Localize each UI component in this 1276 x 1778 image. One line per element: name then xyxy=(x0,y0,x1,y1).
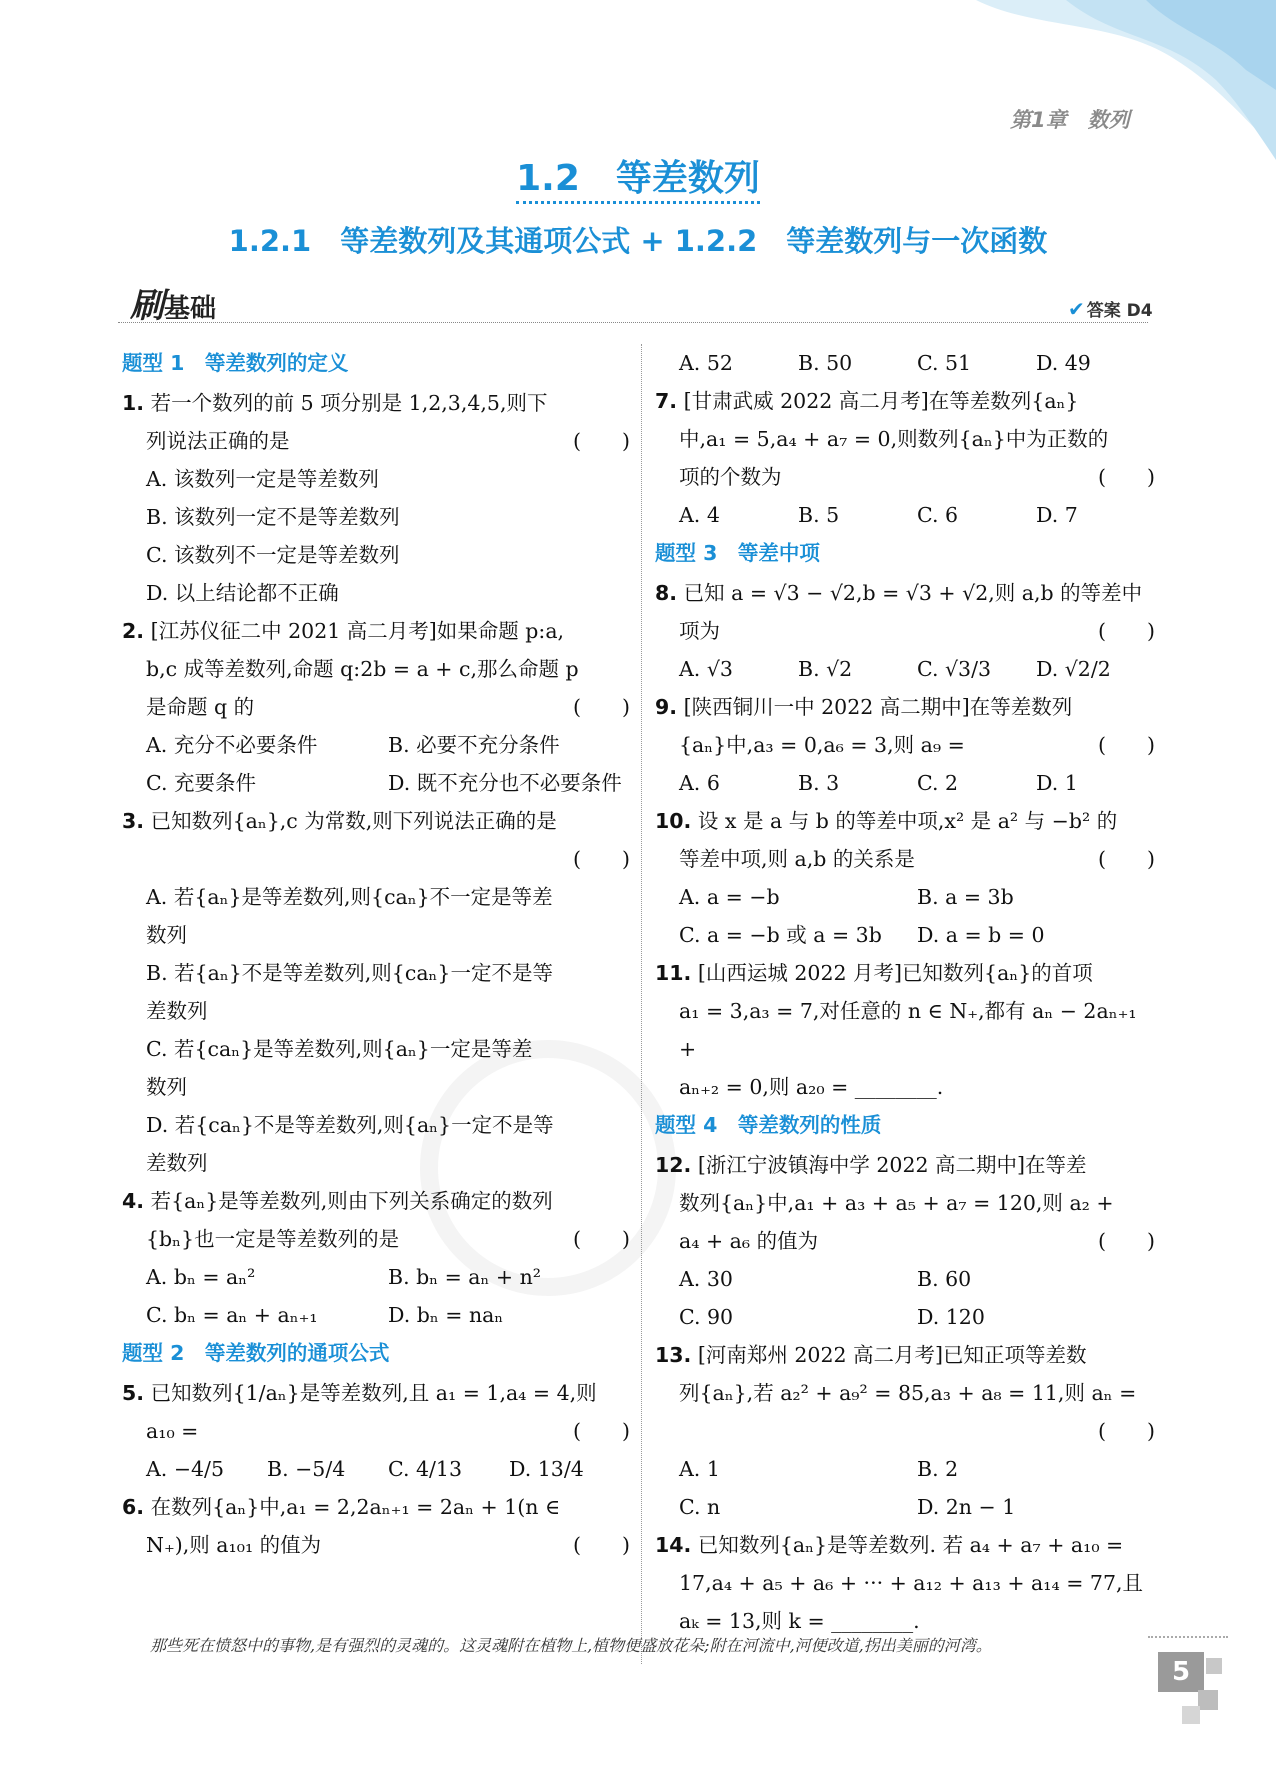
option: D. 120 xyxy=(917,1305,985,1329)
answer-paren: ( ) xyxy=(1098,619,1155,643)
column-divider xyxy=(641,344,642,1664)
section-heading: 题型 4 等差数列的性质 xyxy=(655,1113,882,1137)
option: D. 13/4 xyxy=(509,1457,584,1481)
option: B. 50 xyxy=(798,351,853,375)
footer-dots xyxy=(1148,1636,1228,1638)
option: B. 该数列一定不是等差数列 xyxy=(146,505,400,529)
checkmark-icon: ✔ xyxy=(1068,297,1085,321)
option-cont: 差数列 xyxy=(146,999,208,1023)
question-4: 4. 若{aₙ}是等差数列,则由下列关系确定的数列 xyxy=(122,1189,553,1213)
question-2: 2. [江苏仪征二中 2021 高二月考]如果命题 p:a, xyxy=(122,619,565,643)
option: C. n xyxy=(679,1495,721,1519)
question-13-paren-line xyxy=(655,1412,1155,1450)
answer-paren: ( ) xyxy=(1098,465,1155,489)
question-7: 7. [甘肃武威 2022 高二月考]在等差数列{aₙ} xyxy=(655,389,1079,413)
answer-paren: ( ) xyxy=(573,429,630,453)
question-12-line3: a₄ + a₆ 的值为 ( ) xyxy=(655,1222,1155,1260)
question-2-line2: b,c 成等差数列,命题 q:2b = a + c,那么命题 p xyxy=(146,657,579,681)
option: B. 3 xyxy=(798,771,840,795)
page-decor xyxy=(1206,1658,1222,1674)
option: D. 1 xyxy=(1036,771,1078,795)
option: A. 若{aₙ}是等差数列,则{caₙ}不一定是等差 xyxy=(146,885,553,909)
question-14-line2: 17,a₄ + a₅ + a₆ + ··· + a₁₂ + a₁₃ + a₁₄ = 77,且 xyxy=(679,1571,1144,1595)
left-column xyxy=(122,344,630,1564)
page-decor xyxy=(1198,1690,1218,1710)
option-cont: 差数列 xyxy=(146,1151,208,1175)
section-heading: 题型 1 等差数列的定义 xyxy=(122,351,349,375)
option: D. 2n − 1 xyxy=(917,1495,1016,1519)
brand-label xyxy=(130,278,216,327)
options xyxy=(655,496,1155,534)
page-decor xyxy=(1182,1706,1200,1724)
question-1-line2: 列说法正确的是 ( ) xyxy=(122,422,630,460)
option: B. 2 xyxy=(917,1457,959,1481)
question-9: 9. [陕西铜川一中 2022 高二期中]在等差数列 xyxy=(655,695,1073,719)
question-8: 8. 已知 a = √3 − √2,b = √3 + √2,则 a,b 的等差中 xyxy=(655,581,1143,605)
option-cont: 数列 xyxy=(146,923,187,947)
answer-paren: ( ) xyxy=(1098,733,1155,757)
options xyxy=(655,1450,1155,1526)
question-5: 5. 已知数列{1/aₙ}是等差数列,且 a₁ = 1,a₄ = 4,则 xyxy=(122,1381,597,1405)
question-11-line2: a₁ = 3,a₃ = 7,对任意的 n ∈ N₊,都有 aₙ − 2aₙ₊₁ + xyxy=(679,999,1137,1061)
question-1: 1. 若一个数列的前 5 项分别是 1,2,3,4,5,则下 xyxy=(122,391,548,415)
answer-paren: ( ) xyxy=(573,1227,630,1251)
question-3-paren-line xyxy=(122,840,630,878)
page-number: 5 xyxy=(1158,1652,1204,1692)
option: D. bₙ = naₙ xyxy=(388,1303,504,1327)
question-11: 11. [山西运城 2022 月考]已知数列{aₙ}的首项 xyxy=(655,961,1093,985)
option: A. 6 xyxy=(679,771,720,795)
options xyxy=(655,650,1155,688)
option: C. 4/13 xyxy=(388,1457,463,1481)
option: C. 6 xyxy=(917,503,959,527)
option: B. √2 xyxy=(798,657,853,681)
brand-small: 基础 xyxy=(164,294,217,324)
chapter-label: 第1章 数列 xyxy=(1010,108,1130,132)
option: A. −4/5 xyxy=(146,1457,225,1481)
option: D. 49 xyxy=(1036,351,1091,375)
question-7-line3: 项的个数为 ( ) xyxy=(655,458,1155,496)
option: C. 若{caₙ}是等差数列,则{aₙ}一定是等差 xyxy=(146,1037,533,1061)
option: C. 51 xyxy=(917,351,972,375)
option: A. 30 xyxy=(679,1267,733,1291)
question-7-line2: 中,a₁ = 5,a₄ + a₇ = 0,则数列{aₙ}中为正数的 xyxy=(679,427,1109,451)
option-cont: 数列 xyxy=(146,1075,187,1099)
option: C. 2 xyxy=(917,771,959,795)
option: A. bₙ = aₙ² xyxy=(146,1265,256,1289)
brush-splash-decoration xyxy=(916,0,1276,170)
answer-paren: ( ) xyxy=(573,695,630,719)
question-13-line2: 列{aₙ},若 a₂² + a₉² = 85,a₃ + a₈ = 11,则 aₙ = xyxy=(679,1381,1137,1405)
options xyxy=(122,1258,630,1334)
section-title-text: 1.2 等差数列 xyxy=(516,158,760,204)
answer-paren: ( ) xyxy=(1098,1229,1155,1253)
section-heading: 题型 2 等差数列的通项公式 xyxy=(122,1341,390,1365)
question-6-line2: N₊),则 a₁₀₁ 的值为 ( ) xyxy=(122,1526,630,1564)
option: A. 52 xyxy=(679,351,733,375)
option: D. 以上结论都不正确 xyxy=(146,581,339,605)
answer-paren: ( ) xyxy=(573,1419,630,1443)
option: B. bₙ = aₙ + n² xyxy=(388,1265,542,1289)
option: A. 1 xyxy=(679,1457,720,1481)
option: C. 90 xyxy=(679,1305,734,1329)
section-heading: 题型 3 等差中项 xyxy=(655,541,820,565)
question-10: 10. 设 x 是 a 与 b 的等差中项,x² 是 a² 与 −b² 的 xyxy=(655,809,1118,833)
question-10-line2: 等差中项,则 a,b 的关系是 ( ) xyxy=(655,840,1155,878)
question-4-line2: {bₙ}也一定是等差数列的是 ( ) xyxy=(122,1220,630,1258)
section-title xyxy=(0,150,1276,201)
section-subtitle: 1.2.1 等差数列及其通项公式 + 1.2.2 等差数列与一次函数 xyxy=(228,224,1048,258)
answer-paren: ( ) xyxy=(1098,847,1155,871)
option: B. 必要不充分条件 xyxy=(388,733,560,757)
question-9-line2: {aₙ}中,a₃ = 0,a₆ = 3,则 a₉ = ( ) xyxy=(655,726,1155,764)
question-14: 14. 已知数列{aₙ}是等差数列. 若 a₄ + a₇ + a₁₀ = xyxy=(655,1533,1124,1557)
question-6: 6. 在数列{aₙ}中,a₁ = 2,2aₙ₊₁ = 2aₙ + 1(n ∈ xyxy=(122,1495,561,1519)
answer-paren: ( ) xyxy=(573,847,630,871)
option: B. 若{aₙ}不是等差数列,则{caₙ}一定不是等 xyxy=(146,961,553,985)
answer-paren: ( ) xyxy=(1098,1419,1155,1443)
option: D. a = b = 0 xyxy=(917,923,1045,947)
brand-big: 刷 xyxy=(130,286,164,326)
option: A. 4 xyxy=(679,503,720,527)
option: C. 充要条件 xyxy=(146,771,256,795)
option: B. 60 xyxy=(917,1267,972,1291)
question-11-line3: aₙ₊₂ = 0,则 a₂₀ = ________. xyxy=(679,1075,944,1099)
option: C. bₙ = aₙ + aₙ₊₁ xyxy=(146,1303,318,1327)
options xyxy=(655,878,1155,954)
question-12-line2: 数列{aₙ}中,a₁ + a₃ + a₅ + a₇ = 120,则 a₂ + xyxy=(679,1191,1114,1215)
answer-ref xyxy=(1068,296,1153,321)
question-14-line3: aₖ = 13,则 k = ________. xyxy=(679,1609,920,1633)
option: B. −5/4 xyxy=(267,1457,346,1481)
option: B. 5 xyxy=(798,503,840,527)
option: A. 充分不必要条件 xyxy=(146,733,318,757)
answer-ref-text: 答案 D4 xyxy=(1086,301,1153,321)
option: D. 若{caₙ}不是等差数列,则{aₙ}一定不是等 xyxy=(146,1113,554,1137)
footer-quote: 那些死在愤怒中的事物,是有强烈的灵魂的。这灵魂附在植物上,植物便盛放花朵;附在河流中,河便改道,拐出美丽的河湾。 xyxy=(150,1636,992,1655)
option: A. a = −b xyxy=(679,885,780,909)
options xyxy=(655,764,1155,802)
option: A. √3 xyxy=(679,657,733,681)
question-5-line2: a₁₀ = ( ) xyxy=(122,1412,630,1450)
question-13: 13. [河南郑州 2022 高二月考]已知正项等差数 xyxy=(655,1343,1087,1367)
option: C. a = −b 或 a = 3b xyxy=(679,923,882,947)
option: D. 7 xyxy=(1036,503,1078,527)
brand-divider xyxy=(118,322,1148,323)
option: C. 该数列不一定是等差数列 xyxy=(146,543,400,567)
question-2-line3: 是命题 q 的 ( ) xyxy=(122,688,630,726)
option: D. 既不充分也不必要条件 xyxy=(388,771,622,795)
options xyxy=(122,1450,630,1488)
option: B. a = 3b xyxy=(917,885,1014,909)
question-12: 12. [浙江宁波镇海中学 2022 高二期中]在等差 xyxy=(655,1153,1087,1177)
option: C. √3/3 xyxy=(917,657,992,681)
question-8-line2: 项为 ( ) xyxy=(655,612,1155,650)
options xyxy=(655,344,1155,382)
question-3: 3. 已知数列{aₙ},c 为常数,则下列说法正确的是 xyxy=(122,809,557,833)
option: D. √2/2 xyxy=(1036,657,1111,681)
answer-paren: ( ) xyxy=(573,1533,630,1557)
right-column xyxy=(655,344,1155,1640)
options xyxy=(122,726,630,802)
options xyxy=(655,1260,1155,1336)
option: A. 该数列一定是等差数列 xyxy=(146,467,379,491)
